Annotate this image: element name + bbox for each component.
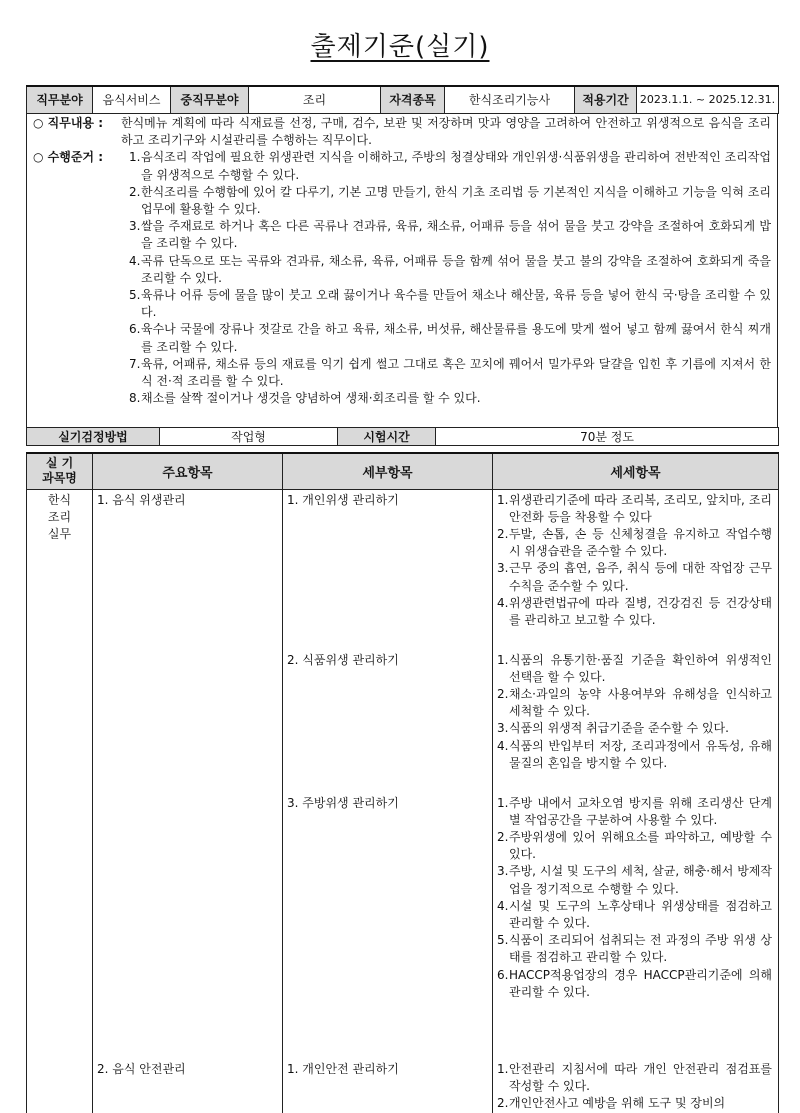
detail-item: 1. 개인안전 관리하기: [283, 1059, 493, 1113]
header-detail: 세부항목: [283, 453, 493, 489]
subdetail-num: 2.: [497, 1096, 509, 1111]
subdetail-text: 근무 중의 흡연, 음주, 취식 등에 대한 작업장 근무수칙을 준수할 수 있다.: [509, 561, 772, 593]
standard-item: [129, 218, 771, 252]
header-major: 주요항목: [93, 453, 283, 489]
standard-num: 4.: [129, 253, 141, 268]
standard-num: 5.: [129, 288, 141, 303]
subdetail-num: 1.: [497, 1062, 509, 1076]
subdetail-text: 식품이 조리되어 섭취되는 전 과정의 주방 위생 상태를 점검하고 관리할 수 있다.: [509, 933, 772, 965]
standard-item: [129, 356, 771, 390]
page-title: 출제기준(실기): [310, 32, 490, 62]
subdetail-text: 식품의 유통기한·품질 기준을 확인하여 위생적인 선택을 할 수 있다.: [509, 652, 772, 684]
standard-text: 한식조리를 수행함에 있어 칼 다루기, 기본 고명 만들기, 한식 기초 조리법 등 기본적인 지식을 이해하고 기능을 익혀 조리업무에 활용할 수 있다.: [141, 184, 771, 217]
standard-num: 2.: [129, 184, 141, 199]
subdetail-group: [493, 650, 778, 793]
subdetail-text: 식품의 위생적 취급기준을 준수할 수 있다.: [509, 721, 729, 736]
standards-list: [129, 184, 771, 408]
standard-num: 7.: [129, 356, 141, 371]
standard-text: 육류, 어패류, 채소류 등의 재료를 익기 쉽게 썰고 그대로 혹은 꼬치에 꿰어서 밀가루와 달걀을 입힌 후 기름에 지져서 한식 전·적 조리를 할 수 있다.: [141, 356, 771, 389]
major-item: 1. 음식 위생관리: [93, 489, 283, 1059]
subdetail-text: 두발, 손톱, 손 등 신체청결을 유지하고 작업수행 시 위생습관을 준수할 수 있다.: [509, 526, 772, 559]
duty-section: [26, 113, 778, 427]
standard-text: 곡류 단독으로 또는 곡류와 견과류, 채소류, 육류, 어패류 등을 함께 섞어 물을 붓고 불의 강약을 조절하여 호화되게 죽을 조리할 수 있다.: [141, 253, 771, 285]
subdetail-group: [497, 1061, 772, 1113]
subdetail-item: [497, 526, 772, 560]
subdetail-item: [497, 738, 772, 772]
subdetail-text: HACCP적용업장의 경우 HACCP관리기준에 의해 관리할 수 있다.: [509, 967, 772, 999]
method-value: 작업형: [160, 428, 338, 446]
subdetail-num: 3.: [497, 864, 509, 879]
field-value: 음식서비스: [93, 86, 171, 113]
header-subject: 실 기 과목명: [27, 453, 93, 489]
standard-text: 음식조리 작업에 필요한 위생관련 지식을 이해하고, 주방의 청결상태와 개인위생·식품위생을 관리하여 전반적인 조리작업을 위생적으로 수행할 수 있다.: [141, 150, 771, 182]
subdetail-num: 4.: [497, 898, 509, 913]
info-table: [26, 85, 779, 114]
subdetail-item: [497, 595, 772, 629]
cert-value: 한식조리기능사: [445, 86, 575, 113]
duty-content-label: ○ 직무내용 :: [33, 116, 103, 130]
subfield-label: 중직무분야: [171, 86, 249, 113]
standard-num: 6.: [129, 322, 141, 337]
subdetail-text: 안전관리 지침서에 따라 개인 안전관리 점검표를 작성할 수 있다.: [509, 1062, 772, 1094]
subdetail-item: [497, 967, 772, 1001]
standard-item: [129, 149, 771, 183]
subdetail-item: [497, 1095, 772, 1112]
standard-text: 채소를 살짝 절이거나 생것을 양념하여 생채·회조리를 할 수 있다.: [141, 391, 481, 406]
subject-cell: 한식 조리 실무: [27, 489, 93, 1113]
duty-content: [33, 115, 771, 149]
standard-item: [129, 390, 771, 407]
field-label: 직무분야: [27, 86, 93, 113]
standard-num: 1.: [129, 150, 141, 165]
subdetail-text: 주방, 시설 및 도구의 세척, 살균, 해충·해서 방제작업을 정기적으로 수행할 수 있다.: [509, 864, 772, 896]
subdetail-item: [497, 560, 772, 594]
subdetail-item: [497, 795, 772, 829]
subdetail-num: 4.: [497, 738, 509, 753]
subdetail-num: 2.: [497, 526, 509, 541]
subdetail-item: [497, 932, 772, 966]
subdetail-text: 채소·과일의 농약 사용여부와 유해성을 인식하고 세척할 수 있다.: [509, 686, 772, 719]
standard-num: 3.: [129, 219, 141, 234]
duty-content-text: 한식메뉴 계획에 따라 식재료를 선정, 구매, 검수, 보관 및 저장하며 맛과 영양을 고려하여 안전하고 위생적으로 음식을 조리하고 조리기구와 시설관리를 수행하는 직무이다.: [121, 116, 771, 148]
subdetail-text: 식품의 반입부터 저장, 조리과정에서 유독성, 유해물질의 혼입을 방지할 수 있다.: [509, 738, 772, 770]
subdetail-num: 1.: [497, 652, 509, 667]
subdetail-text: 위생관리기준에 따라 조리복, 조리모, 앞치마, 조리안전화 등을 착용할 수 있다: [509, 492, 772, 524]
period-value: 2023.1.1. ~ 2025.12.31.: [637, 86, 779, 113]
header-subdetail: 세세항목: [493, 453, 779, 489]
cert-label: 자격종목: [381, 86, 445, 113]
subdetail-item: [497, 720, 772, 737]
subdetail-num: 1.: [497, 795, 509, 810]
subdetail-text: 주방 내에서 교차오염 방지를 위해 조리생산 단계별 작업공간을 구분하여 사용할 수 있다.: [509, 795, 772, 827]
detail-item: 2. 식품위생 관리하기: [287, 652, 399, 667]
subdetail-item: [497, 1061, 772, 1095]
detail-item: 1. 개인위생 관리하기: [287, 492, 399, 507]
time-label: 시험시간: [338, 428, 436, 446]
major-item: 2. 음식 안전관리: [93, 1059, 283, 1113]
standard-item: [129, 184, 771, 218]
method-label: 실기검정방법: [27, 428, 160, 446]
standard-item: [129, 321, 771, 355]
subdetail-text: 위생관련법규에 따라 질병, 건강검진 등 건강상태를 관리하고 보고할 수 있다.: [509, 595, 772, 627]
standards-header: [33, 149, 771, 183]
standard-item: [129, 253, 771, 287]
subdetail-item: [497, 829, 772, 863]
standard-num: 8.: [129, 391, 141, 406]
subdetail-item: [497, 652, 772, 686]
subdetail-num: 1.: [497, 492, 509, 507]
subfield-value: 조리: [249, 86, 381, 113]
subdetail-item: [497, 898, 772, 932]
standard-text: 쌀을 주재료로 하거나 혹은 다른 곡류나 견과류, 육류, 채소류, 어패류 등을 섞어 물을 붓고 강약을 조절하여 호화되게 밥을 조리할 수 있다.: [141, 219, 771, 251]
standards-label: ○ 수행준거 :: [33, 150, 103, 165]
subdetail-num: 3.: [497, 721, 509, 736]
time-value: 70분 정도: [436, 428, 779, 446]
subdetail-group: [493, 490, 778, 650]
subdetail-num: 2.: [497, 686, 509, 701]
subdetail-num: 2.: [497, 829, 509, 844]
method-table: [26, 427, 779, 446]
standard-item: [129, 287, 771, 321]
period-label: 적용기간: [575, 86, 637, 113]
subdetail-text: 시설 및 도구의 노후상태나 위생상태를 점검하고 관리할 수 있다.: [509, 898, 772, 930]
criteria-table: [26, 452, 779, 1113]
subdetail-group: [493, 793, 778, 1055]
subdetail-num: 6.: [497, 967, 509, 982]
standard-text: 육수나 국물에 장류나 젓갈로 간을 하고 육류, 채소류, 버섯류, 해산물류를 용도에 맞게 썰어 넣고 함께 끓여서 한식 찌개를 조리할 수 있다.: [141, 322, 771, 354]
subdetail-text: 주방위생에 있어 위해요소를 파악하고, 예방할 수 있다.: [509, 829, 772, 862]
detail-item: 3. 주방위생 관리하기: [287, 795, 399, 810]
subdetail-item: [497, 492, 772, 526]
subdetail-item: [497, 686, 772, 720]
subdetail-num: 4.: [497, 595, 509, 610]
subdetail-text: 개인안전사고 예방을 위해 도구 및 장비의: [509, 1096, 726, 1111]
subdetail-num: 3.: [497, 561, 509, 576]
subdetail-num: 5.: [497, 933, 509, 948]
subdetail-item: [497, 863, 772, 897]
standard-text: 육류나 어류 등에 물을 많이 붓고 오래 끓이거나 육수를 만들어 채소나 해산물, 육류 등을 넣어 한식 국·탕을 조리할 수 있다.: [141, 288, 771, 320]
